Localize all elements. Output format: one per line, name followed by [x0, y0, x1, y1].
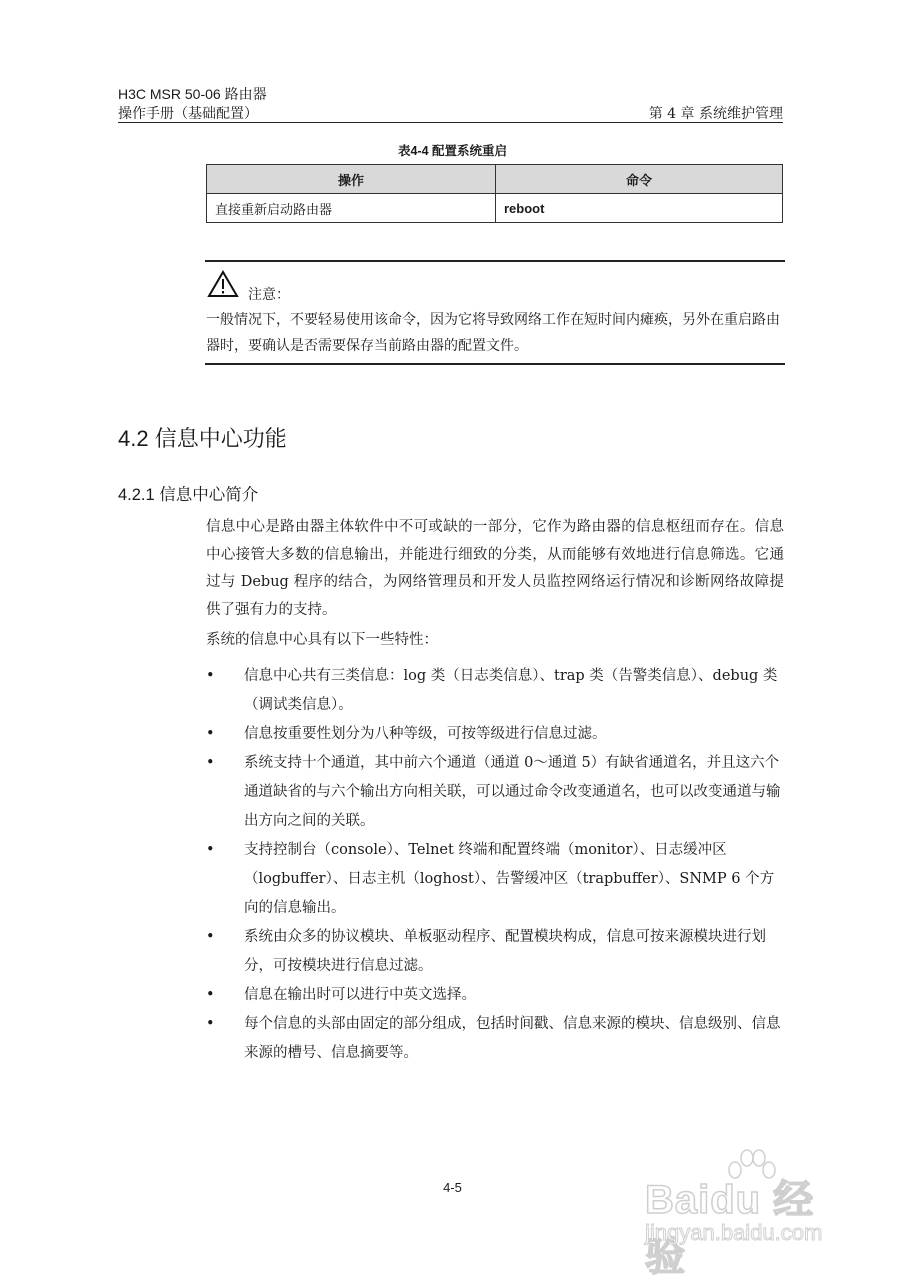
notice-title: 注意：	[248, 287, 290, 303]
notice-bottom-rule	[205, 363, 785, 365]
bullet-icon: •	[206, 987, 215, 1003]
bullet-icon: •	[206, 929, 215, 945]
cell-command: reboot	[496, 194, 783, 223]
feature-list	[206, 662, 784, 1068]
header-product: H3C MSR 50-06 路由器	[118, 86, 267, 102]
notice-top-rule	[205, 260, 785, 262]
list-item	[206, 749, 784, 836]
table-row	[207, 194, 783, 223]
feature-text: 系统由众多的协议模块、单板驱动程序、配置模块构成，信息可按来源模块进行划分，可按模块进行信息过滤。	[244, 929, 766, 974]
feature-text: 信息中心共有三类信息：log 类（日志类信息）、trap 类（告警类信息）、debug 类（调试类信息）。	[244, 668, 778, 713]
table-header-row	[207, 165, 783, 194]
warning-triangle-icon	[207, 270, 239, 298]
baidu-watermark	[645, 1158, 855, 1279]
command-table	[206, 164, 783, 223]
list-item	[206, 981, 784, 1010]
cell-operation: 直接重新启动路由器	[207, 194, 496, 223]
bullet-icon: •	[206, 726, 215, 742]
bullet-icon: •	[206, 1016, 215, 1032]
watermark-url: jingyan.baidu.com	[645, 1220, 823, 1245]
feature-text: 信息在输出时可以进行中英文选择。	[244, 987, 476, 1003]
header-chapter: 第 4 章 系统维护管理	[648, 106, 783, 122]
list-item	[206, 836, 784, 923]
column-header-operation: 操作	[207, 165, 496, 194]
list-item	[206, 1010, 784, 1068]
section-heading: 4.2 信息中心功能	[118, 426, 287, 451]
watermark-brand: Baidu 经验	[645, 1178, 815, 1279]
subsection-heading: 4.2.1 信息中心简介	[118, 486, 259, 504]
page-number: 4-5	[443, 1180, 462, 1195]
features-lead: 系统的信息中心具有以下一些特性：	[206, 632, 438, 648]
bullet-icon: •	[206, 668, 215, 684]
header-manual-title: 操作手册（基础配置）	[118, 106, 258, 122]
table-caption: 表4-4 配置系统重启	[397, 144, 508, 158]
feature-text: 支持控制台（console）、Telnet 终端和配置终端（monitor）、日志缓冲区（logbuffer）、日志主机（loghost）、告警缓冲区（trapbuffer）、SNMP 6 个方向的信息输出。	[244, 842, 775, 916]
list-item	[206, 720, 784, 749]
column-header-command: 命令	[496, 165, 783, 194]
intro-paragraph: 信息中心是路由器主体软件中不可或缺的一部分，它作为路由器的信息枢纽而存在。信息中心接管大多数的信息输出，并能进行细致的分类，从而能够有效地进行信息筛选。它通过与 Debug 程序的结合，为网络管理员和开发人员监控网络运行情况和诊断网络故障提供了强有力的支持。	[206, 519, 784, 618]
bullet-icon: •	[206, 842, 215, 858]
bullet-icon: •	[206, 755, 215, 771]
feature-text: 系统支持十个通道，其中前六个通道（通道 0～通道 5）有缺省通道名，并且这六个通道缺省的与六个输出方向相关联，可以通过命令改变通道名，也可以改变通道与输出方向之间的关联。	[244, 755, 781, 829]
notice-body: 一般情况下，不要轻易使用该命令，因为它将导致网络工作在短时间内瘫痪，另外在重启路由器时，要确认是否需要保存当前路由器的配置文件。	[206, 312, 780, 354]
feature-text: 信息按重要性划分为八种等级，可按等级进行信息过滤。	[244, 726, 607, 742]
list-item	[206, 662, 784, 720]
header-divider	[118, 122, 783, 123]
feature-text: 每个信息的头部由固定的部分组成，包括时间戳、信息来源的模块、信息级别、信息来源的槽号、信息摘要等。	[244, 1016, 781, 1061]
list-item	[206, 923, 784, 981]
